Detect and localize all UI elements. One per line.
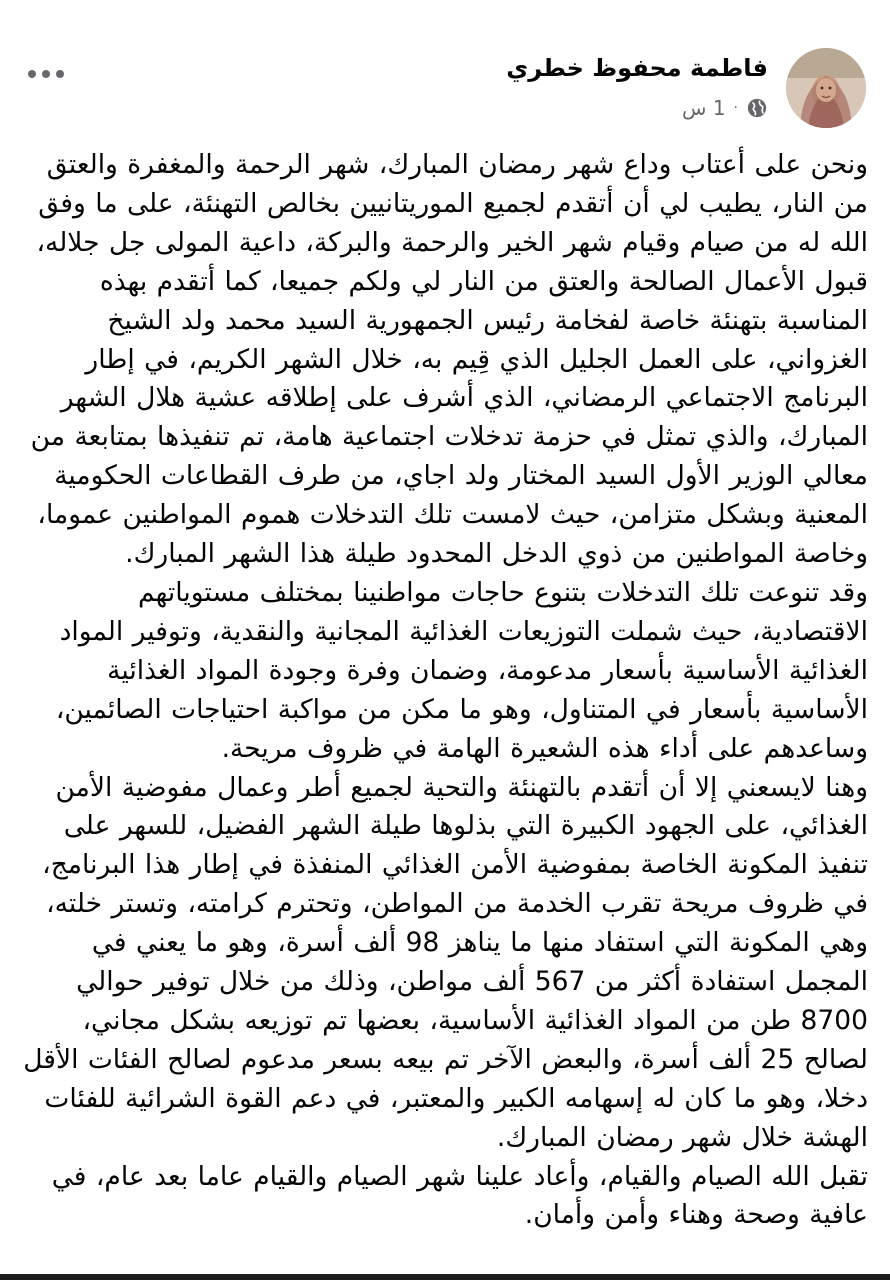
more-dot (28, 70, 36, 78)
post-paragraph: تقبل الله الصيام والقيام، وأعاد علينا شهر الصيام والقيام عاما بعد عام، في عافية وصحة وهناء وأمن وأمان. (51, 1160, 868, 1231)
post-header (0, 38, 890, 138)
post-paragraph: ونحن على أعتاب وداع شهر رمضان المبارك، شهر الرحمة والمغفرة والعتق من النار، يطيب لي أن أتقدم لجميع الموريتانيين بخالص التهنئة، على ما وفق الله له من صيام وقيام شهر الخير والرحمة والبركة، داعية المولى جل جلاله، قبول الأعمال الصالحة والعتق من النار لي ولكم جميعا، كما أتقدم بهذه المناسبة بتهنئة خاصة لفخامة رئيس الجمهورية السيد محمد ولد الشيخ الغزواني، على العمل الجليل الذي قِيم به، خلال الشهر الكريم، في إطار البرنامج الاجتماعي الرمضاني، الذي أشرف على إطلاقه عشية هلال الشهر المبارك، والذي تمثل في حزمة تدخلات اجتماعية هامة، تم تنفيذها بمتابعة من معالي الوزير الأول السيد المختار ولد اجاي، من طرف القطاعات الحكومية المعنية وبشكل متزامن، حيث لامست تلك التدخلات هموم المواطنين عموما، وخاصة المواطنين من ذوي الدخل المحدود طيلة هذا الشهر المبارك. (30, 149, 868, 570)
more-dot (42, 70, 50, 78)
globe-icon[interactable] (746, 97, 768, 119)
post-paragraph: وهنا لايسعني إلا أن أتقدم بالتهنئة والتحية لجميع أطر وعمال مفوضية الأمن الغذائي، على الجهود الكبيرة التي بذلوها طيلة الشهر الفضيل، للسهر على تنفيذ المكونة الخاصة بمفوضية الأمن الغذائي المنفذة في إطار هذا البرنامج، في ظروف مريحة تقرب الخدمة من المواطن، وتحترم كرامته، وتستر خلته، وهي المكونة التي استفاد منها ما يناهز 98 ألف أسرة، وهو ما يعني في المجمل استفادة أكثر من 567 ألف مواطن، وذلك من خلال توفير حوالي 8700 طن من المواد الغذائية الأساسية، بعضها تم توزيعه بشكل مجاني، لصالح 25 ألف أسرة، والبعض الآخر تم بيعه بسعر مدعوم لصالح الفئات الأقل دخلا، وهو ما كان له إسهامه الكبير والمعتبر، في دعم القوة الشرائية للفئات الهشة خلال شهر رمضان المبارك. (23, 771, 868, 1153)
meta-separator: · (733, 100, 738, 116)
post-body (22, 146, 868, 1235)
bottom-edge (0, 1274, 890, 1280)
avatar-photo-icon (786, 48, 866, 128)
more-options-icon[interactable] (28, 66, 68, 82)
more-dot (56, 70, 64, 78)
post-timestamp[interactable]: 1 س (682, 96, 726, 120)
post-paragraph: وقد تنوعت تلك التدخلات بتنوع حاجات مواطنينا بمختلف مستوياتهم الاقتصادية، حيث شملت التوزيعات الغذائية المجانية والنقدية، وتوفير المواد الغذائية الأساسية بأسعار مدعومة، وضمان وفرة وجودة المواد الغذائية الأساسية بأسعار في المتناول، وهو ما مكن من مواكبة احتياجات الصائمين، وساعدهم على أداء هذه الشعيرة الهامة في ظروف مريحة. (55, 576, 868, 764)
author-name[interactable]: فاطمة محفوظ خطري (506, 54, 768, 82)
post-meta (682, 94, 768, 122)
avatar[interactable] (786, 48, 866, 128)
